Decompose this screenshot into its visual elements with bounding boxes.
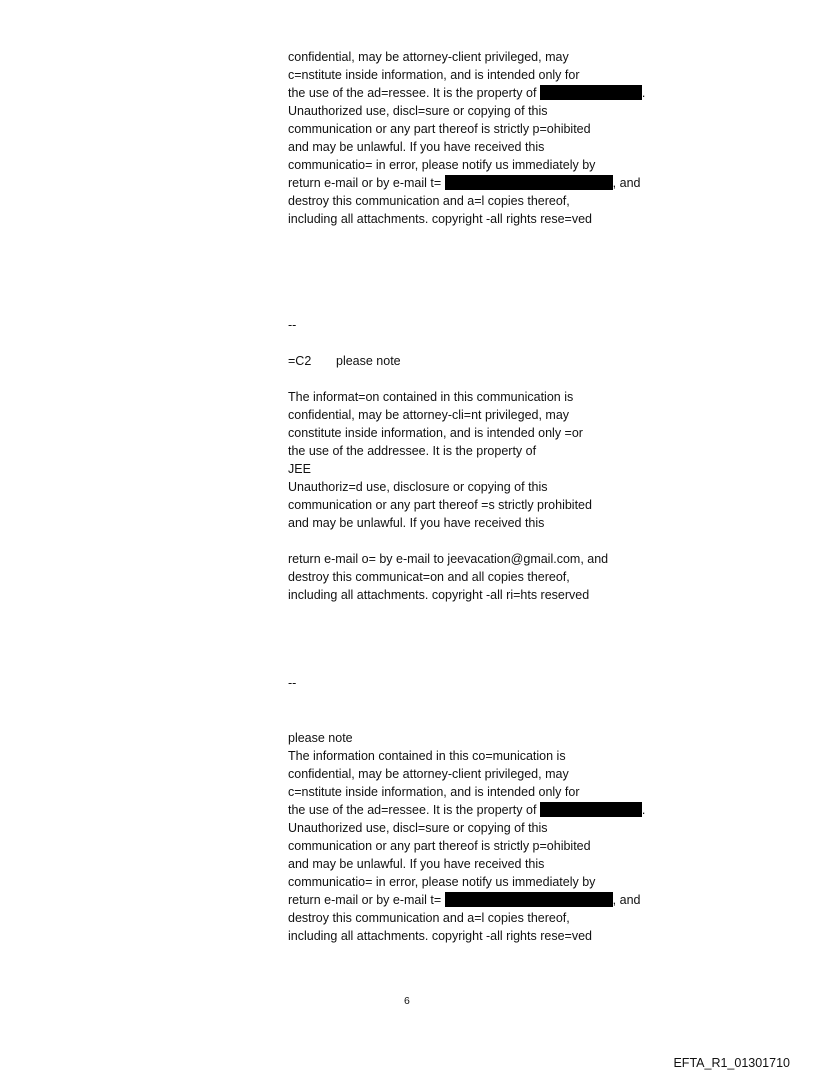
text-line: communicatio= in error, please notify us immediately by <box>288 875 596 889</box>
text-line: constitute inside information, and is intended only =or <box>288 426 583 440</box>
text-line: and may be unlawful. If you have received this <box>288 516 545 530</box>
note-header-text: please note <box>336 354 401 368</box>
text-segment: . <box>641 86 646 100</box>
text-line: including all attachments. copyright -all ri=hts reserved <box>288 588 590 602</box>
text-line: Unauthoriz=d use, disclosure or copying of this <box>288 480 548 494</box>
redaction-box <box>540 802 642 817</box>
text-line: destroy this communicat=on and all copies thereof, <box>288 570 570 584</box>
text-line: including all attachments. copyright -all rights rese=ved <box>288 929 592 943</box>
text-line: confidential, may be attorney-client privileged, may <box>288 767 569 781</box>
note-header <box>288 353 401 371</box>
text-line: The informat=on contained in this communication is <box>288 390 574 404</box>
text-line: return e-mail o= by e-mail to jeevacation@gmail.com, and <box>288 552 609 566</box>
text-line: confidential, may be attorney-cli=nt privileged, may <box>288 408 570 422</box>
encoding-artifact: =C2 <box>288 354 312 368</box>
text-line: communication or any part thereof is strictly p=ohibited <box>288 839 591 853</box>
separator: -- <box>288 318 297 332</box>
text-segment: return e-mail or by e-mail t= <box>288 176 442 190</box>
text-line: and may be unlawful. If you have received this <box>288 857 545 871</box>
text-line: and may be unlawful. If you have received this <box>288 140 545 154</box>
text-segment: , and <box>612 893 641 907</box>
redaction-box <box>445 892 613 907</box>
redaction-box <box>445 175 613 190</box>
text-line: including all attachments. copyright -all rights rese=ved <box>288 212 592 226</box>
text-segment: the use of the ad=ressee. It is the property of <box>288 86 537 100</box>
text-line: communication or any part thereof is strictly p=ohibited <box>288 122 591 136</box>
text-line: c=nstitute inside information, and is intended only for <box>288 68 580 82</box>
text-segment: . <box>641 803 646 817</box>
text-segment: , and <box>612 176 641 190</box>
text-segment: the use of the ad=ressee. It is the property of <box>288 803 537 817</box>
text-line <box>288 802 645 820</box>
text-line: communicatio= in error, please notify us immediately by <box>288 158 596 172</box>
text-line: JEE <box>288 462 311 476</box>
redaction-box <box>540 85 642 100</box>
text-line <box>288 85 645 103</box>
text-segment: return e-mail or by e-mail t= <box>288 893 442 907</box>
text-line <box>288 892 640 910</box>
document-id: EFTA_R1_01301710 <box>673 1056 790 1070</box>
text-line: confidential, may be attorney-client privileged, may <box>288 50 569 64</box>
separator: -- <box>288 676 297 690</box>
text-line: destroy this communication and a=l copies thereof, <box>288 911 570 925</box>
text-line: destroy this communication and a=l copies thereof, <box>288 194 570 208</box>
text-line: the use of the addressee. It is the property of <box>288 444 537 458</box>
text-line: c=nstitute inside information, and is intended only for <box>288 785 580 799</box>
text-line: communication or any part thereof =s strictly prohibited <box>288 498 592 512</box>
page-number: 6 <box>404 995 410 1007</box>
text-line: The information contained in this co=munication is <box>288 749 566 763</box>
text-line: Unauthorized use, discl=sure or copying of this <box>288 104 548 118</box>
text-line <box>288 175 640 193</box>
text-line: please note <box>288 731 353 745</box>
text-line: Unauthorized use, discl=sure or copying of this <box>288 821 548 835</box>
